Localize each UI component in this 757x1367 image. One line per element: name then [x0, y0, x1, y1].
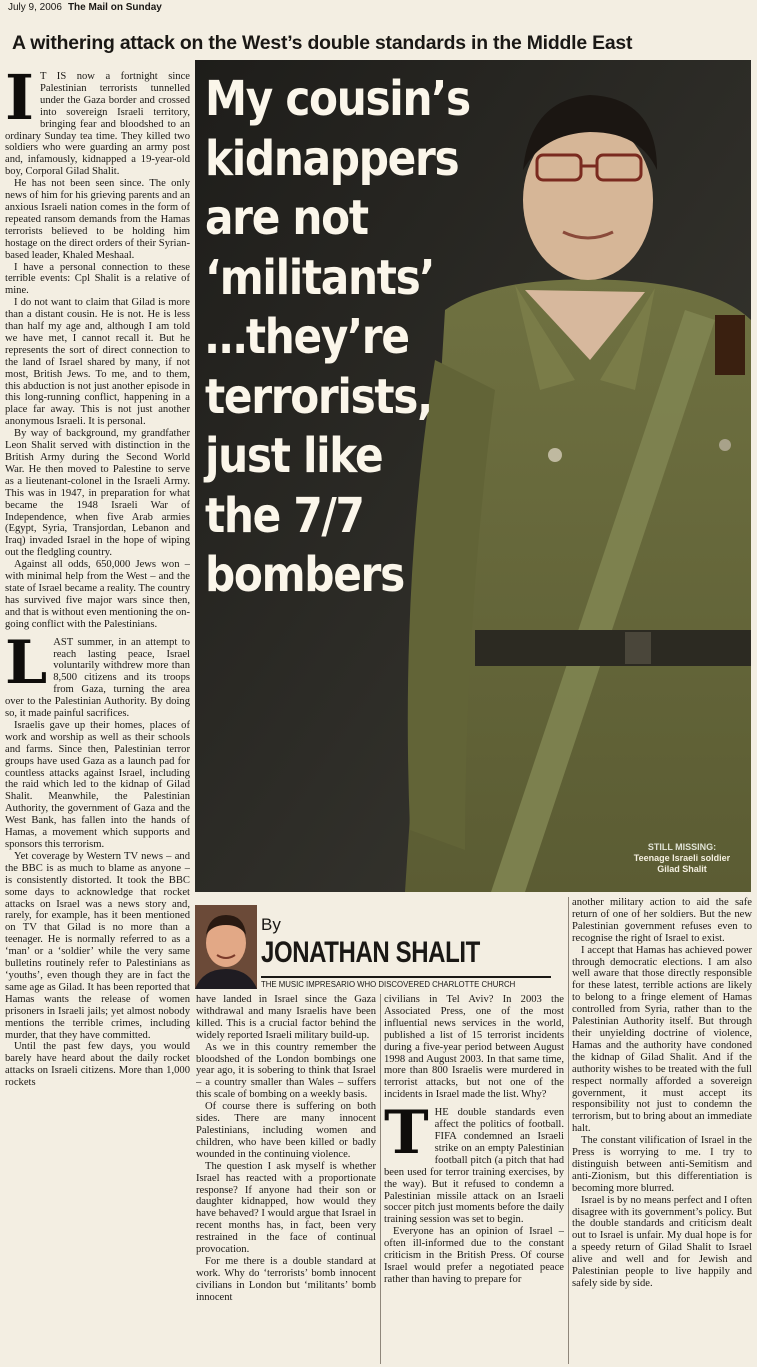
author-photo-illustration: [195, 905, 257, 989]
article-paragraph: have landed in Israel since the Gaza withdrawal and many Israelis have been killed. This is a crucial factor behind the widely reported Israeli military build-up.: [196, 994, 376, 1041]
author-description: THE MUSIC IMPRESARIO WHO DISCOVERED CHARLOTTE CHURCH: [261, 980, 516, 989]
headline-line: ‘militants’: [205, 249, 435, 306]
drop-cap: L: [5, 627, 48, 698]
article-paragraph: Against all odds, 650,000 Jews won – with minimal help from the West – and the state of Israel became a reality. The country has survived five major wars since then, and that is without even mentioning the on-going conflict with the Palestinians.: [5, 559, 190, 630]
article-paragraph: The question I ask myself is whether Israel has reacted with a proportionate response? If anyone had their son or daughter kidnapped, how would they have behaved? I would argue that Israel in recent months has, in fact, been very restrained in the face of continual provocation.: [196, 1160, 376, 1256]
article-paragraph: Israel is by no means perfect and I often disagree with its government’s policy. But the double standards and criticism dealt out to Israel is unfair. My dual hope is for a speedy return of Gilad Shalit to Israel alive and well and for Jewish and Palestinian people to live happily and safely side by side.: [572, 1194, 752, 1289]
article-paragraph: I T IS now a fortnight since Palestinian terrorists tunnelled under the Gaza border and crossed into sovereign Israeli territory, bringing fear and bloodshed to an ordinary Sunday tea time. They killed two soldiers who were guarding an army post and, infamously, kidnapped a 19-year-old boy, Corporal Gilad Shalit.: [5, 71, 190, 178]
drop-cap: I: [5, 71, 35, 134]
article-paragraph: By way of background, my grandfather Leon Shalit served with distinction in the British Army during the Second World War. He then moved to Palestine to serve as a lieutenant-colonel in the Israeli Army. This was in 1947, in preparation for what became the 1948 Israeli War of Independence, when five Arab armies (Egypt, Syria, Transjordan, Lebanon and Iraq) invaded Israel in the hope of wiping out the fledgling country.: [5, 428, 190, 559]
article-paragraph: For me there is a double standard at work. Why do ‘terrorists’ bomb innocent civilians in London but ‘militants’ bomb innocent: [196, 1255, 376, 1303]
article-paragraph: LAST summer, in an attempt to reach lasting peace, Israel voluntarily withdrew more than 8,500 citizens and its troops from Gaza, turning the area over to the Palestinian Authority. By doing so, it made painful sacrifices.: [5, 627, 190, 720]
article-paragraph: He has not been seen since. The only news of him for his grieving parents and an anxious Israeli nation comes in the form of repeated ransom demands from the Hamas terrorists believed to be holding him hostage on the direct orders of their Syrian-based leader, Khaled Meshaal.: [5, 178, 190, 261]
article-paragraph: As we in this country remember the bloodshed of the London bombings one year ago, it is sobering to think that Israel – a country smaller than Wales – suffers this scale of bombing on a weekly basis.: [196, 1041, 376, 1101]
kicker-headline: A withering attack on the West’s double standards in the Middle East: [12, 32, 633, 54]
article-paragraph: Until the past few days, you would barely have heard about the daily rocket attacks on Israeli citizens. More than 1,000 rockets: [5, 1041, 190, 1089]
caption-body: Teenage Israeli soldier Gilad Shalit: [633, 853, 731, 874]
headline-line: are not: [205, 190, 368, 246]
article-paragraph: Israelis gave up their homes, places of work and worship as well as their schools and farms. Since then, Palestinian terror groups have used Gaza as a launch pad for countless attacks against Israel, including the raid which led to the kidnap of Gilad Shalit. Meanwhile, the Palestinian Authority, the government of Gaza and the West Bank, has fallen into the hands of Hamas, a movement which supports and sponsors this terrorism.: [5, 719, 190, 850]
article-paragraph: another military action to aid the safe return of one of her soldiers. But the new Palestinian government refuses even to recognise the right of Israel to exist.: [572, 897, 752, 944]
article-column-4: [572, 897, 752, 1364]
headline-line: …they’re: [205, 309, 409, 365]
drop-cap: T: [384, 1098, 429, 1169]
article-paragraph: THE double standards even affect the politics of football. FIFA condemned an Israeli strike on an empty Palestinian football pitch (a pitch that had been used for terror training exercises, by the way). But it refused to condemn a Palestinian missile attack on an Israeli soccer pitch just moments before the daily training session was set to begin.: [384, 1098, 564, 1226]
headline-line: bombers: [205, 547, 404, 603]
headline-line: My cousin’s: [205, 71, 470, 127]
article-paragraph: The constant vilification of Israel in the Press is worrying to me. I try to distinguish between anti-Semitism and anti-Zionism, but this differentiation is becoming more blurred.: [572, 1135, 752, 1194]
column-rule: [380, 994, 381, 1364]
article-column-3: [384, 994, 564, 1364]
article-column-1: [5, 71, 190, 1365]
headline-line: terrorists,: [205, 368, 432, 425]
byline: [195, 905, 555, 989]
article-paragraph: I do not want to claim that Gilad is more than a distant cousin. He is not. He is less than half my age and, although I am told we have met, I cannot recall it. But he represents the sort of direct connection to the land of Israel shared by many, if not most, British Jews. To me, and to them, this abduction is not just another episode in this long-running conflict, happening in a place far away. This is not just another anonymous Israeli. It is personal.: [5, 297, 190, 428]
main-headline: [205, 70, 504, 606]
article-paragraph: civilians in Tel Aviv? In 2003 the Associated Press, one of the most influential news services in the world, published a list of 15 terrorist incidents during a five-year period between August 1998 and August 2003. In that same time, more than 800 Israelis were murdered in terrorist attacks, but not one of the incidents in Israel made the list. Why?: [384, 994, 564, 1101]
article-paragraph: I have a personal connection to these terrible events: Cpl Shalit is a relative of mine.: [5, 261, 190, 297]
article-paragraph: Everyone has an opinion of Israel – often ill-informed due to the constant criticism in the British Press. Of course Israel would prefer a negotiated peace rather than having to prepare for: [384, 1226, 564, 1285]
photo-caption: [622, 842, 742, 875]
byline-rule: [261, 976, 551, 978]
byline-by: By: [261, 915, 281, 934]
headline-line: just like: [205, 428, 383, 484]
headline-line: kidnappers: [205, 130, 459, 187]
article-paragraph: Yet coverage by Western TV news – and the BBC is as much to blame as anyone – is consistently distorted. It took the BBC some days to acknowledge that rocket attacks on Israel was a news story and, rarely, for example, has it been mentioned on TV that Gilad is no more than a teenager. He is normally referred to as a ‘man’ or a ‘soldier’ while the very same bulletins routinely refer to Palestinians as ‘youths’, even though they are in fact the same age as Gilad. It has been reported that Hamas wants the release of women prisoners in Israeli jails; yet almost nobody mentions the terrible crimes, including murder, that they have committed.: [5, 850, 190, 1041]
issue-date: July 9, 2006: [8, 2, 62, 13]
author-name: JONATHAN SHALIT: [261, 936, 480, 969]
headline-line: the 7/7: [205, 487, 364, 544]
author-photo: [195, 905, 257, 989]
article-column-2: [196, 994, 376, 1364]
column-rule: [568, 897, 569, 1364]
caption-head: STILL MISSING:: [647, 842, 717, 852]
dateline: [8, 2, 162, 14]
article-paragraph: Of course there is suffering on both sides. There are many innocent Palestinians, including women and children, who have been killed or badly wounded in the continuing violence.: [196, 1101, 376, 1160]
newspaper-name: The Mail on Sunday: [67, 2, 162, 13]
article-paragraph: I accept that Hamas has achieved power through democratic elections. I am also well aware that those directly responsible for these latest, terrible actions are likely to belong to a fringe element of Hamas controlled from Syria, rather than to the Palestinian Authority itself. But through their unyielding doctrine of violence, Hamas and the authority have condoned the kidnap of Gilad Shalit. And if the authority wishes to be treated with the full respect normally afforded a sovereign government, it must accept its responsibility not just to condemn the terrorism, but to bring about an immediate halt.: [572, 944, 752, 1135]
